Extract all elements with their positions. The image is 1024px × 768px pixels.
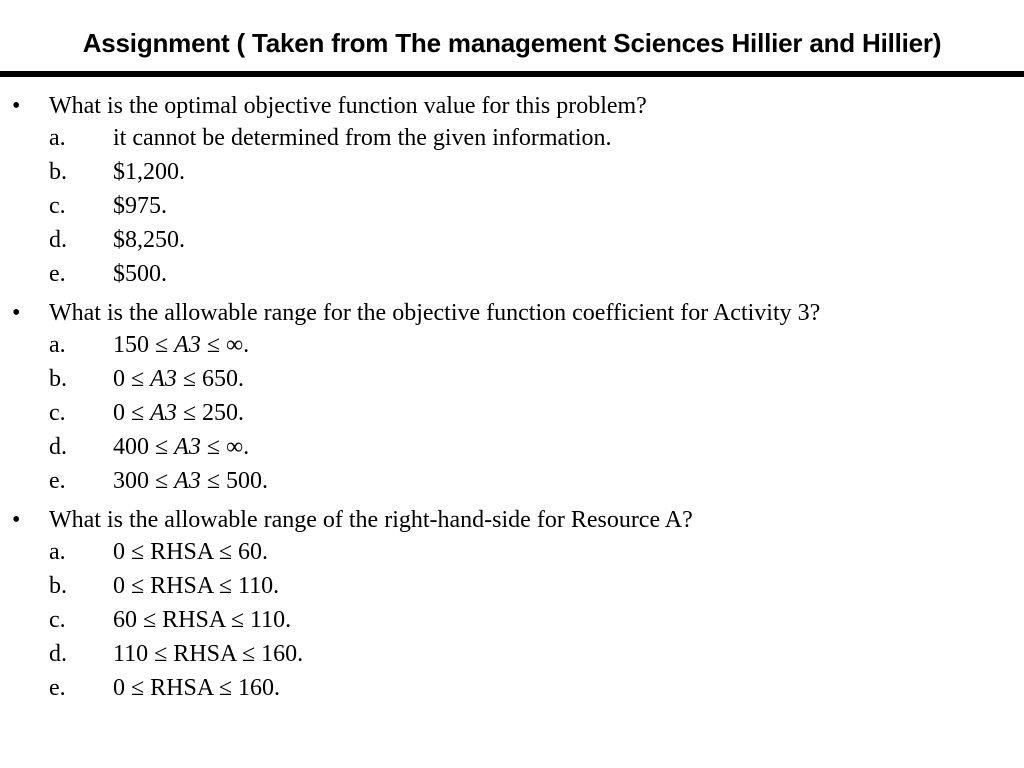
option-d [0,223,1024,257]
option-text [113,328,249,362]
option-a [0,328,1024,362]
variable-a3: A3 [174,332,201,358]
range-upper: ≤ 500. [200,468,269,494]
option-text: 0 ≤ RHSA ≤ 110. [113,573,280,599]
range-lower: 400 ≤ [113,434,175,460]
range-lower: 0 ≤ [113,400,151,426]
option-letter: d. [49,227,67,253]
range-upper: ≤ ∞. [200,434,250,460]
option-a [0,121,1024,155]
question-text: What is the optimal objective function value for this problem? [49,93,647,119]
option-d [0,637,1024,671]
title-divider [0,71,1024,77]
question-line [0,505,1024,535]
option-c [0,396,1024,430]
question-2 [0,298,1024,498]
option-text: 0 ≤ RHSA ≤ 160. [113,675,281,701]
option-b [0,362,1024,396]
range-lower: 150 ≤ [113,332,175,358]
variable-a3: A3 [150,400,177,426]
option-a [0,535,1024,569]
option-text: $8,250. [113,227,185,253]
option-b [0,155,1024,189]
option-letter: b. [49,159,67,185]
option-d [0,430,1024,464]
range-upper: ≤ 650. [176,366,245,392]
variable-a3: A3 [174,434,201,460]
option-e [0,671,1024,705]
question-line [0,91,1024,121]
option-letter: b. [49,573,67,599]
variable-a3: A3 [150,366,177,392]
option-letter: e. [49,675,66,701]
option-letter: e. [49,468,66,494]
option-letter: c. [49,400,66,426]
question-1 [0,91,1024,291]
option-e [0,257,1024,291]
option-text [113,396,244,430]
option-text: 60 ≤ RHSA ≤ 110. [113,607,292,633]
option-c [0,189,1024,223]
option-letter: c. [49,607,66,633]
question-line [0,298,1024,328]
option-text: $500. [113,261,167,287]
range-lower: 0 ≤ [113,366,151,392]
question-3 [0,505,1024,705]
option-b [0,569,1024,603]
question-text: What is the allowable range for the objective function coefficient for Activity 3? [49,300,821,326]
bullet-icon: • [12,93,21,119]
range-upper: ≤ ∞. [200,332,250,358]
bullet-icon: • [12,507,21,533]
slide-title: Assignment ( Taken from The management Sciences Hillier and Hillier) [82,28,942,58]
question-list [0,91,1024,712]
question-text: What is the allowable range of the right-hand-side for Resource A? [49,507,693,533]
bullet-icon: • [12,300,21,326]
option-letter: b. [49,366,67,392]
variable-a3: A3 [174,468,201,494]
option-letter: e. [49,261,66,287]
option-text: $1,200. [113,159,185,185]
option-c [0,603,1024,637]
option-letter: d. [49,641,67,667]
option-letter: d. [49,434,67,460]
option-text: 110 ≤ RHSA ≤ 160. [113,641,304,667]
option-text [113,430,249,464]
option-text [113,464,268,498]
range-upper: ≤ 250. [176,400,245,426]
option-e [0,464,1024,498]
option-text [113,362,244,396]
option-letter: c. [49,193,66,219]
option-text: it cannot be determined from the given information. [113,125,612,151]
range-lower: 300 ≤ [113,468,175,494]
option-text: 0 ≤ RHSA ≤ 60. [113,539,269,565]
option-letter: a. [49,539,66,565]
option-text: $975. [113,193,167,219]
option-letter: a. [49,332,66,358]
option-letter: a. [49,125,66,151]
